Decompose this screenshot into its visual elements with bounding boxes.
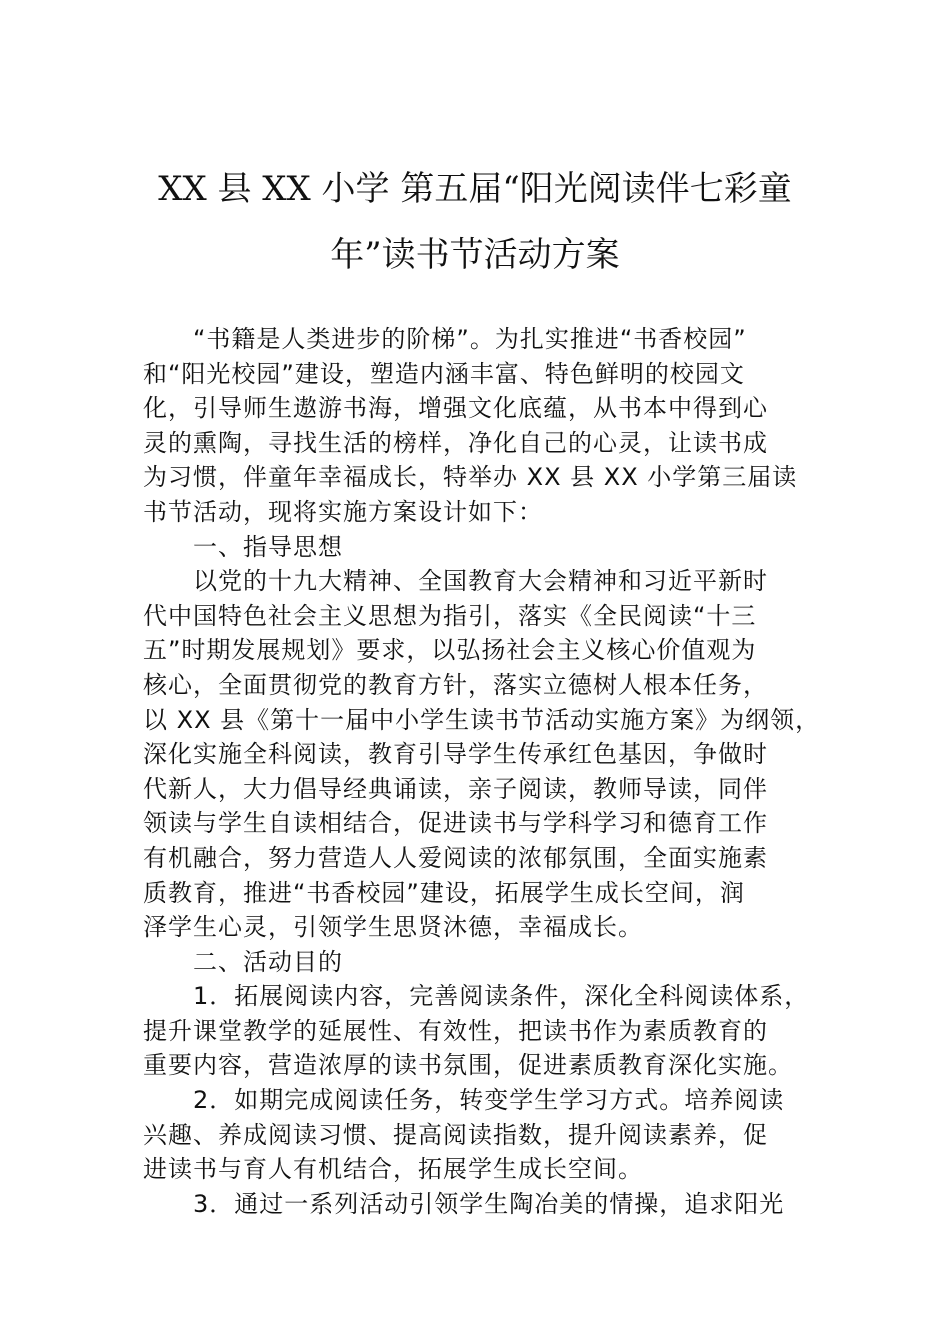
goal-1-line: 提升课堂教学的延展性、有效性，把读书作为素质教育的 bbox=[143, 1016, 768, 1045]
intro-line: 为习惯，伴童年幸福成长，特举办 XX 县 XX 小学第三届读 bbox=[143, 463, 798, 492]
goal-2-line: 兴趣、养成阅读习惯、提高阅读指数，提升阅读素养，促 bbox=[143, 1120, 768, 1149]
guiding-ideology-line: 代中国特色社会主义思想为指引，落实《全民阅读“十三 bbox=[143, 601, 757, 630]
guiding-ideology-line: 质教育，推进“书香校园”建设，拓展学生成长空间，润 bbox=[143, 878, 745, 907]
guiding-ideology-line: 泽学生心灵，引领学生思贤沐德，幸福成长。 bbox=[143, 913, 643, 942]
guiding-ideology-line: 以 XX 县《第十一届中小学生读书节活动实施方案》为纲领， bbox=[143, 705, 821, 734]
goal-2-line: 2．如期完成阅读任务，转变学生学习方式。培养阅读 bbox=[193, 1086, 785, 1115]
guiding-ideology-line: 核心，全面贯彻党的教育方针，落实立德树人根本任务， bbox=[143, 670, 768, 699]
guiding-ideology-line: 深化实施全科阅读，教育引导学生传承红色基因，争做时 bbox=[143, 740, 768, 769]
section-heading-guiding-ideology: 一、指导思想 bbox=[193, 532, 343, 561]
guiding-ideology-line: 以党的十九大精神、全国教育大会精神和习近平新时 bbox=[193, 567, 768, 596]
section-heading-activity-goals: 二、活动目的 bbox=[193, 947, 343, 976]
document-title-line-2: 年”读书节活动方案 bbox=[330, 235, 620, 275]
guiding-ideology-line: 领读与学生自读相结合，促进读书与学科学习和德育工作 bbox=[143, 809, 768, 838]
document-title-line-1: XX 县 XX 小学 第五届“阳光阅读伴七彩童 bbox=[158, 169, 792, 209]
intro-line: 书节活动，现将实施方案设计如下： bbox=[143, 497, 543, 526]
intro-line: 灵的熏陶，寻找生活的榜样，净化自己的心灵，让读书成 bbox=[143, 428, 768, 457]
intro-line: 和“阳光校园”建设，塑造内涵丰富、特色鲜明的校园文 bbox=[143, 359, 745, 388]
intro-line: 化，引导师生遨游书海，增强文化底蕴，从书本中得到心 bbox=[143, 394, 768, 423]
intro-line: “书籍是人类进步的阶梯”。为扎实推进“书香校园” bbox=[193, 325, 747, 353]
goal-1-line: 1．拓展阅读内容，完善阅读条件，深化全科阅读体系， bbox=[193, 982, 810, 1011]
goal-2-line: 进读书与育人有机结合，拓展学生成长空间。 bbox=[143, 1155, 643, 1184]
goal-1-line: 重要内容，营造浓厚的读书氛围，促进素质教育深化实施。 bbox=[143, 1051, 793, 1080]
guiding-ideology-line: 代新人，大力倡导经典诵读，亲子阅读，教师导读，同伴 bbox=[143, 774, 768, 803]
guiding-ideology-line: 五”时期发展规划》要求，以弘扬社会主义核心价值观为 bbox=[143, 636, 757, 665]
goal-3-line: 3．通过一系列活动引领学生陶冶美的情操，追求阳光 bbox=[193, 1189, 785, 1218]
guiding-ideology-line: 有机融合，努力营造人人爱阅读的浓郁氛围，全面实施素 bbox=[143, 843, 768, 872]
document-body bbox=[143, 322, 833, 1221]
